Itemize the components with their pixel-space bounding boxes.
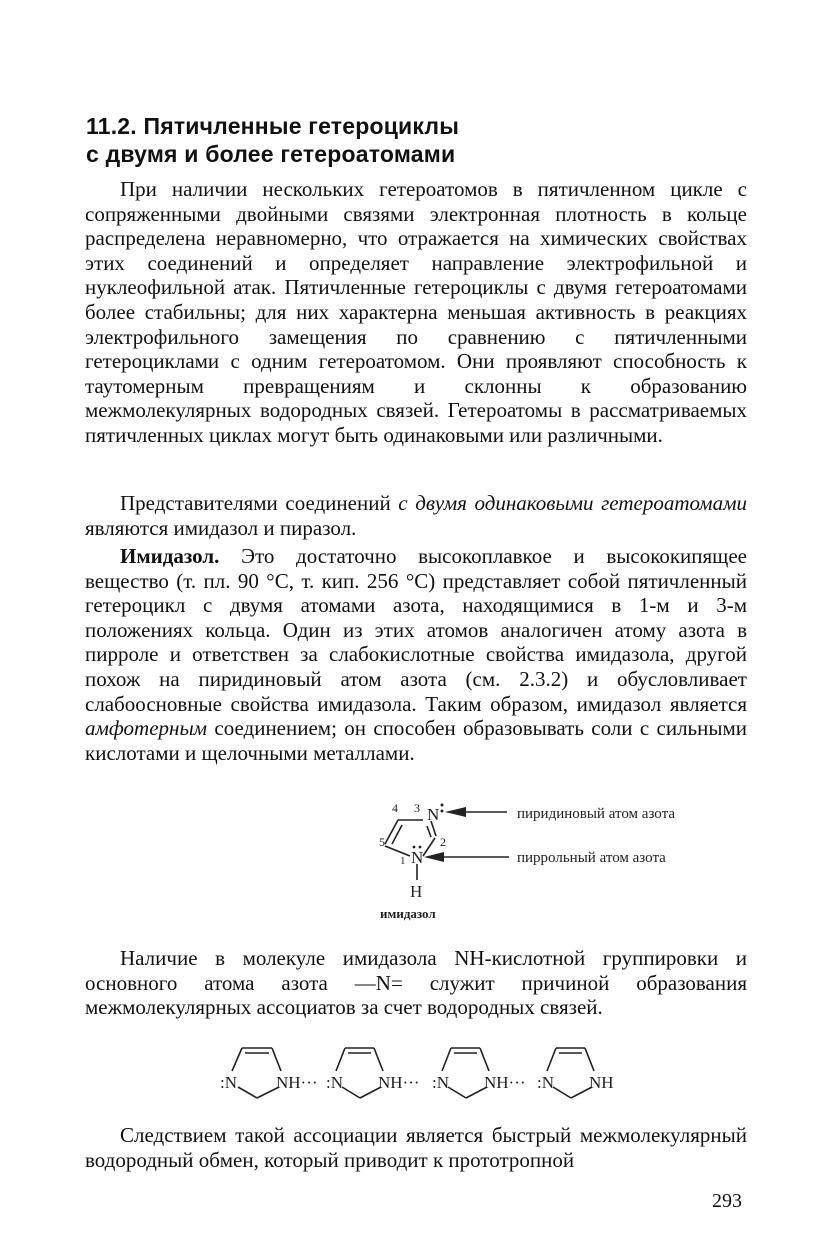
ring-position-1: 1 — [400, 855, 406, 867]
assoc-3-nh: NH··· — [484, 1073, 526, 1092]
paragraph-associates: Наличие в молекуле имидазола NH-кислотной группировки и основного атома азота —N= служит причиной образования межмолекулярных ассоциатов за счет водородных связей. — [85, 946, 747, 1020]
ring-position-5: 5 — [379, 835, 385, 849]
paragraph-consequence: Следствием такой ассоциации является быстрый межмолекулярный водородный обмен, который приводит к прототропной — [85, 1123, 747, 1172]
p3-part2: соединением; он способен образовывать соли с сильными кислотами и щелочными металлами. — [85, 716, 747, 765]
pyrrole-nitrogen: N — [411, 848, 424, 867]
p2-before: Представителями соединений — [120, 491, 399, 515]
assoc-2-nh: NH··· — [378, 1073, 420, 1092]
label-pyrrole-nitrogen: пиррольный атом азота — [517, 850, 666, 866]
p3-bold-term: Имидазол. — [120, 544, 220, 568]
figure-caption-imidazole: имидазол — [380, 906, 436, 921]
hydrogen-atom: H — [410, 882, 423, 901]
ring-position-3: 3 — [414, 801, 420, 815]
assoc-3-n: :N — [432, 1073, 449, 1092]
paragraph-heteroatoms: При наличии нескольких гетероатомов в пятичленном цикле с сопряженными двойными связями электронная плотность в кольце распределена неравномерно, что отражается на химических свойствах этих соединений и определяет направление электрофильной и нуклеофильной атак. Пятичленные гетероциклы с двумя гетероатомами более стабильны; для них характерна меньшая активность в реакциях электрофильного замещения по сравнению с пятичленными гетероциклами с одним гетероатомом. Они проявляют способность к таутомерным превращениям и склонны к образованию межмолекулярных водородных связей. Гетероатомы в рассматриваемых пятичленных циклах могут быть одинаковыми или различными. — [85, 177, 747, 447]
p3-italic-term: амфотерным — [85, 716, 208, 741]
assoc-4-n: :N — [537, 1073, 554, 1092]
assoc-2-n: :N — [326, 1073, 343, 1092]
assoc-4-nh: NH — [589, 1073, 614, 1092]
heading-line-1: 11.2. Пятичленные гетероциклы — [86, 113, 460, 139]
p2-italic: с двумя одинаковыми гетероатомами — [398, 491, 747, 515]
p2-after: являются имидазол и пиразол. — [85, 515, 357, 540]
page-number: 293 — [712, 1190, 742, 1212]
ring-position-2: 2 — [440, 835, 446, 849]
heading-line-2: с двумя и более гетероатомами — [86, 141, 456, 167]
assoc-1-n: :N — [220, 1073, 237, 1092]
label-pyridine-nitrogen: пиридиновый атом азота — [517, 806, 675, 822]
p3-part1: Это достаточно высокоплавкое и высококипящее вещество (т. пл. 90 °С, т. кип. 256 °С) представляет собой пятичленный гетероцикл с двумя атомами азота, находящимися в 1-м и 3-м положениях кольца. Один из этих атомов аналогичен атому азота в пирроле и ответствен за слабокислотные свойства имидазола, другой похож на пиридиновый атом азота (см. 2.3.2) и обусловливает слабоосновные свойства имидазола. Таким образом, имидазол является — [85, 544, 747, 716]
ring-position-4: 4 — [392, 801, 398, 815]
pyridine-nitrogen: N — [427, 805, 440, 824]
assoc-1-nh: NH··· — [276, 1073, 318, 1092]
